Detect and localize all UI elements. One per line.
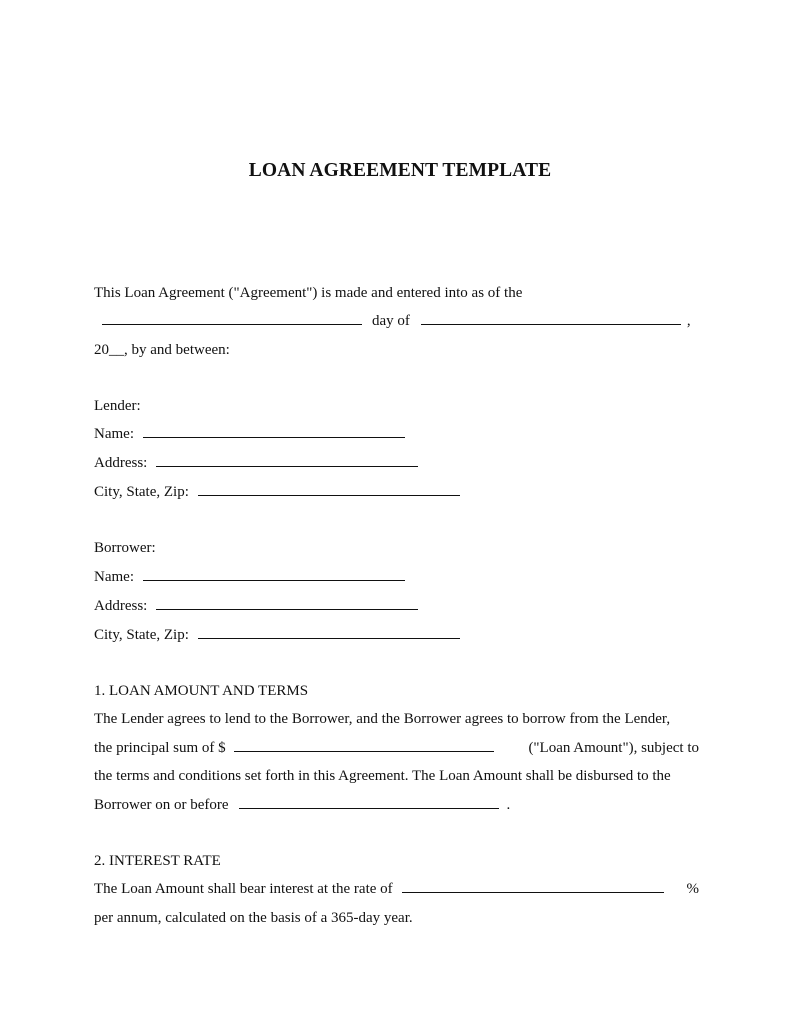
borrower-name-label: Name: [94, 569, 134, 585]
section-2-line-2: per annum, calculated on the basis of a 365-day year. [94, 910, 413, 926]
lender-name-blank[interactable] [143, 425, 405, 438]
lender-city-blank[interactable] [198, 483, 460, 496]
principal-sum-label: the principal sum of $ [94, 740, 226, 756]
lender-name-label: Name: [94, 426, 134, 442]
section-1-line-1 [94, 709, 699, 729]
lender-city-row [94, 482, 460, 502]
comma-text: , [686, 313, 691, 329]
lender-address-label: Address: [94, 455, 148, 471]
loan-amount-blank[interactable] [234, 739, 494, 752]
lender-heading: Lender: [94, 398, 141, 414]
section-1-line-2 [94, 738, 699, 758]
borrower-address-label: Address: [94, 598, 148, 614]
lender-name-row [94, 424, 405, 444]
percent-sign: % [686, 881, 699, 897]
interest-rate-blank[interactable] [402, 880, 664, 893]
month-blank[interactable] [421, 312, 681, 325]
section-1-heading: 1. LOAN AMOUNT AND TERMS [94, 683, 309, 699]
borrower-name-row [94, 567, 405, 587]
disbursement-date-blank[interactable] [239, 796, 499, 809]
day-of-label: day of [372, 313, 410, 329]
lender-address-row [94, 453, 418, 473]
lender-city-label: City, State, Zip: [94, 484, 189, 500]
borrower-city-row [94, 625, 460, 645]
document-title: LOAN AGREEMENT TEMPLATE [248, 160, 552, 181]
section-2-line-1 [94, 879, 699, 899]
borrower-address-blank[interactable] [156, 597, 418, 610]
interest-rate-label: The Loan Amount shall bear interest at the rate of [94, 881, 393, 897]
borrower-address-row [94, 596, 418, 616]
borrower-city-label: City, State, Zip: [94, 627, 189, 643]
intro-line-1: This Loan Agreement ("Agreement") is made and entered into as of the [94, 285, 523, 301]
day-blank[interactable] [102, 312, 362, 325]
intro-date-line [102, 311, 691, 331]
section-2-heading: 2. INTEREST RATE [94, 853, 221, 869]
disbursement-label: Borrower on or before [94, 797, 229, 813]
loan-amount-suffix: ("Loan Amount"), subject to [528, 740, 699, 756]
section-1-line-3: the terms and conditions set forth in this Agreement. The Loan Amount shall be disbursed to the [94, 768, 671, 784]
section-1-line-1-text: The Lender agrees to lend to the Borrower, and the Borrower agrees to borrow from the Lender, [94, 711, 671, 727]
section-1-line-4 [94, 795, 510, 815]
borrower-city-blank[interactable] [198, 626, 460, 639]
period-text: . [506, 797, 511, 813]
intro-line-3: 20__, by and between: [94, 342, 230, 358]
borrower-heading: Borrower: [94, 540, 156, 556]
borrower-name-blank[interactable] [143, 568, 405, 581]
lender-address-blank[interactable] [156, 454, 418, 467]
